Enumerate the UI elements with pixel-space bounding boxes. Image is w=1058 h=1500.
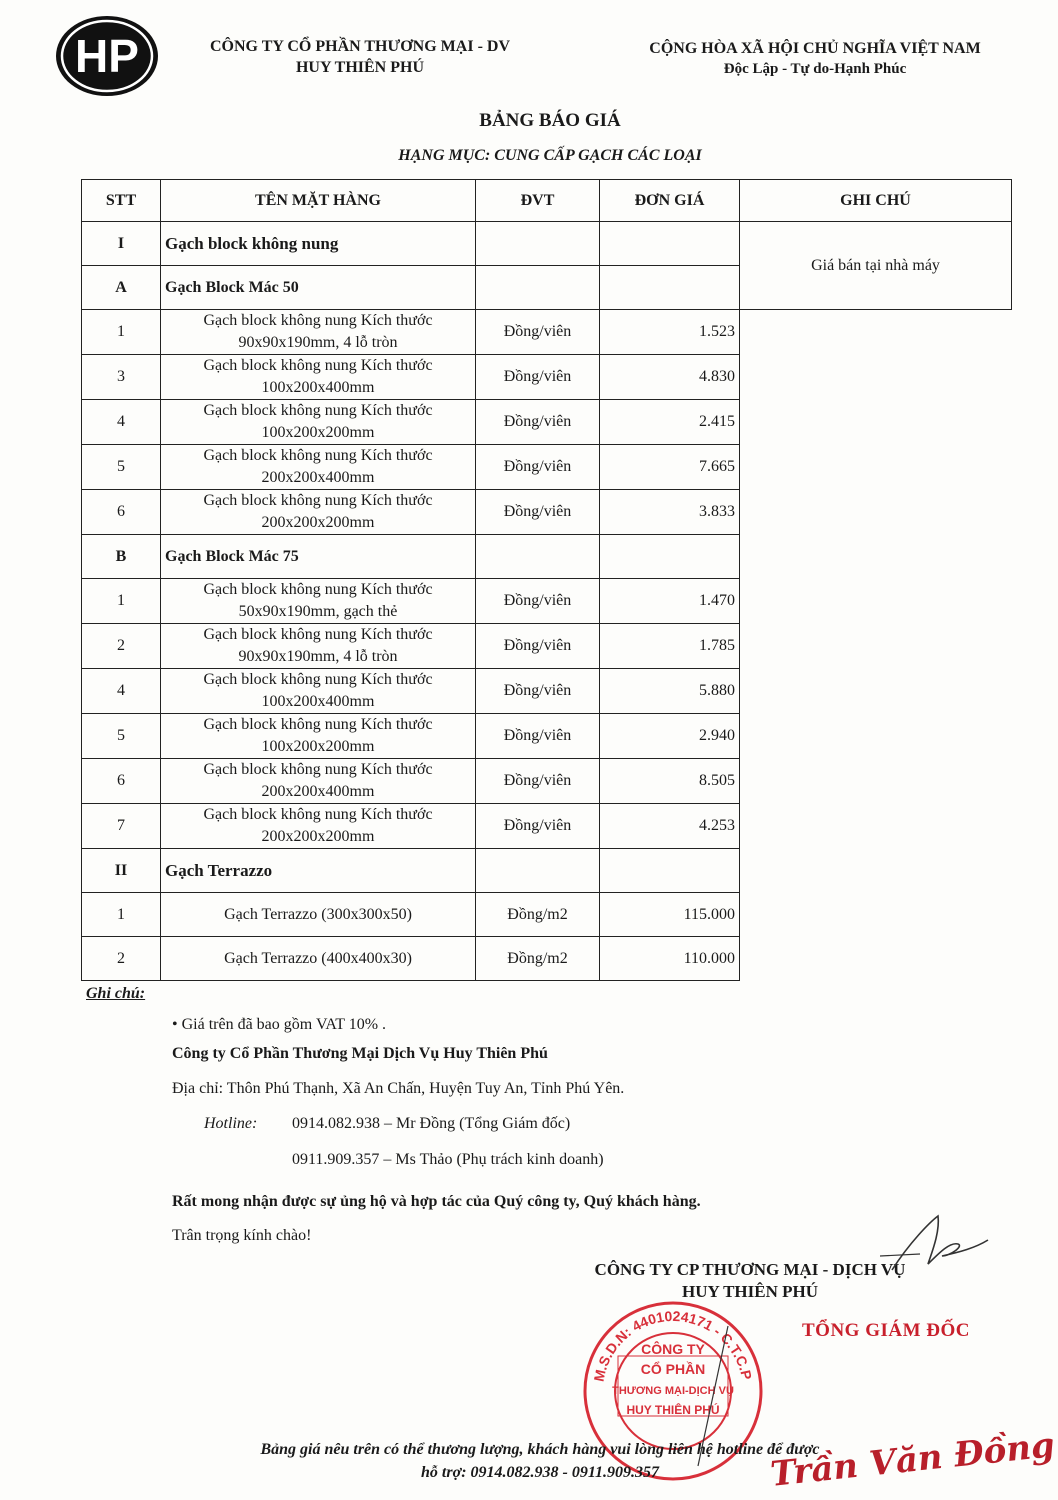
row-price: 7.665	[600, 445, 740, 490]
greeting-text: Trân trọng kính chào!	[172, 1227, 312, 1244]
company-name-line2: HUY THIÊN PHÚ	[295, 59, 424, 76]
row-stt: 1	[82, 893, 161, 937]
empty-cell	[600, 849, 740, 893]
item-name-line2: 100x200x400mm	[261, 379, 375, 396]
svg-text:HUY THIÊN PHÚ: HUY THIÊN PHÚ	[626, 1403, 720, 1417]
document-subtitle: HẠNG MỤC: CUNG CẤP GẠCH CÁC LOẠI	[398, 147, 702, 164]
row-stt: 6	[82, 759, 161, 804]
section-stt: I	[82, 222, 161, 266]
item-name-line1: Gạch block không nung Kích thước	[203, 357, 433, 374]
initial-signature	[880, 1212, 990, 1282]
row-price: 1.785	[600, 624, 740, 669]
company-address: Địa chỉ: Thôn Phú Thạnh, Xã An Chấn, Huyện Tuy An, Tỉnh Phú Yên.	[172, 1080, 625, 1097]
appeal-text: Rất mong nhận được sự ủng hộ và hợp tác của Quý công ty, Quý khách hàng.	[172, 1193, 701, 1210]
row-stt: 2	[82, 937, 161, 981]
row-item-name	[161, 804, 476, 849]
section-stt: II	[82, 849, 161, 893]
header-stt: STT	[82, 180, 161, 222]
table-row	[82, 714, 1012, 759]
row-unit: Đồng/viên	[476, 624, 600, 669]
row-stt: 5	[82, 445, 161, 490]
item-name-line2: 100x200x200mm	[261, 738, 375, 755]
director-title: TỔNG GIÁM ĐỐC	[802, 1320, 970, 1341]
svg-text:CỔ PHẦN: CỔ PHẦN	[640, 1361, 706, 1377]
stamp-outer-text: M.S.D.N: 4401024171 - C.T.C.P	[590, 1307, 756, 1383]
section-row	[82, 222, 1012, 266]
row-item-name	[161, 714, 476, 759]
item-name-line1: Gạch block không nung Kích thước	[203, 312, 433, 329]
row-unit: Đồng/viên	[476, 310, 600, 355]
item-name-line1: Gạch block không nung Kích thước	[203, 626, 433, 643]
row-stt: 7	[82, 804, 161, 849]
header-unit: ĐVT	[476, 180, 600, 222]
row-price: 115.000	[600, 893, 740, 937]
section-name: Gạch block không nung	[161, 222, 476, 266]
table-row	[82, 893, 1012, 937]
row-price: 3.833	[600, 490, 740, 535]
company-full-name: Công ty Cổ Phần Thương Mại Dịch Vụ Huy Thiên Phú	[172, 1045, 548, 1062]
row-item-name	[161, 445, 476, 490]
row-unit: Đồng/viên	[476, 355, 600, 400]
row-price: 4.830	[600, 355, 740, 400]
item-name-line1: Gạch block không nung Kích thước	[203, 671, 433, 688]
table-row	[82, 669, 1012, 714]
section-name: Gạch Terrazzo	[161, 849, 476, 893]
signature-company-line1: CÔNG TY CP THƯƠNG MẠI - DỊCH VỤ	[594, 1260, 906, 1279]
svg-text:CÔNG TY: CÔNG TY	[641, 1341, 705, 1357]
row-stt: 4	[82, 400, 161, 445]
empty-cell	[600, 266, 740, 310]
row-item-name	[161, 624, 476, 669]
footer-note	[130, 1438, 950, 1484]
header-note: GHI CHÚ	[740, 180, 1012, 222]
signer-name: Trần Văn Đồng	[768, 1425, 1057, 1495]
empty-cell	[476, 849, 600, 893]
hotline-label: Hotline:	[204, 1115, 258, 1132]
item-name-line2: 200x200x200mm	[261, 828, 375, 845]
company-header	[150, 36, 570, 78]
header-item-name: TÊN MẶT HÀNG	[161, 180, 476, 222]
logo-text: HP	[75, 30, 139, 82]
row-item-name	[161, 355, 476, 400]
item-name-line2: 50x90x190mm, gạch thẻ	[238, 603, 398, 620]
item-name-line2: 100x200x200mm	[261, 424, 375, 441]
table-row	[82, 490, 1012, 535]
row-item-name	[161, 669, 476, 714]
row-unit: Đồng/viên	[476, 579, 600, 624]
item-name-line2: 200x200x400mm	[261, 783, 375, 800]
nation-title: CỘNG HÒA XÃ HỘI CHỦ NGHĨA VIỆT NAM	[649, 40, 981, 57]
hotline-1: 0914.082.938 – Mr Đồng (Tổng Giám đốc)	[292, 1115, 571, 1132]
row-unit: Đồng/m2	[476, 937, 600, 981]
row-price: 110.000	[600, 937, 740, 981]
row-unit: Đồng/viên	[476, 804, 600, 849]
item-name-line1: Gạch block không nung Kích thước	[203, 447, 433, 464]
table-row	[82, 400, 1012, 445]
subsection-stt: A	[82, 266, 161, 310]
row-item-name	[161, 579, 476, 624]
item-name-line2: 90x90x190mm, 4 lỗ tròn	[238, 648, 398, 665]
footer-line2: hỗ trợ: 0914.082.938 - 0911.909.357	[421, 1464, 659, 1481]
empty-cell	[600, 222, 740, 266]
row-stt: 3	[82, 355, 161, 400]
vat-note: • Giá trên đã bao gồm VAT 10% .	[172, 1016, 387, 1033]
header-unit-price: ĐƠN GIÁ	[600, 180, 740, 222]
row-item-name	[161, 310, 476, 355]
table-row	[82, 804, 1012, 849]
row-price: 2.415	[600, 400, 740, 445]
subsection-row	[82, 535, 1012, 579]
row-stt: 2	[82, 624, 161, 669]
nation-motto: Độc Lập - Tự do-Hạnh Phúc	[723, 61, 907, 77]
footer-line1: Bảng giá nêu trên có thể thương lượng, khách hàng vui lòng liên hệ hotline để được	[260, 1441, 820, 1458]
item-name-line1: Gạch block không nung Kích thước	[203, 402, 433, 419]
row-price: 8.505	[600, 759, 740, 804]
row-stt: 4	[82, 669, 161, 714]
table-row	[82, 355, 1012, 400]
row-price: 1.523	[600, 310, 740, 355]
empty-cell	[600, 535, 740, 579]
row-item-name: Gạch Terrazzo (400x400x30)	[161, 937, 476, 981]
table-header-row	[82, 180, 1012, 222]
row-unit: Đồng/viên	[476, 445, 600, 490]
row-item-name: Gạch Terrazzo (300x300x50)	[161, 893, 476, 937]
item-name-line1: Gạch block không nung Kích thước	[203, 761, 433, 778]
price-table	[81, 179, 1012, 981]
national-header	[600, 38, 1030, 80]
row-item-name	[161, 490, 476, 535]
row-item-name	[161, 400, 476, 445]
row-unit: Đồng/m2	[476, 893, 600, 937]
row-stt: 1	[82, 310, 161, 355]
signature-company-line2: HUY THIÊN PHÚ	[681, 1282, 819, 1301]
row-unit: Đồng/viên	[476, 669, 600, 714]
company-logo	[54, 14, 160, 98]
subsection-name: Gạch Block Mác 50	[161, 266, 476, 310]
empty-cell	[476, 222, 600, 266]
row-stt: 6	[82, 490, 161, 535]
table-row	[82, 579, 1012, 624]
item-name-line1: Gạch block không nung Kích thước	[203, 716, 433, 733]
item-name-line2: 200x200x200mm	[261, 514, 375, 531]
row-unit: Đồng/viên	[476, 714, 600, 759]
item-name-line1: Gạch block không nung Kích thước	[203, 806, 433, 823]
note-cell: Giá bán tại nhà máy	[740, 222, 1012, 310]
notes-block	[86, 985, 986, 1003]
row-unit: Đồng/viên	[476, 759, 600, 804]
empty-cell	[476, 266, 600, 310]
row-price: 2.940	[600, 714, 740, 759]
item-name-line2: 100x200x400mm	[261, 693, 375, 710]
row-item-name	[161, 759, 476, 804]
svg-text:THƯƠNG MẠI-DỊCH VỤ: THƯƠNG MẠI-DỊCH VỤ	[612, 1385, 734, 1397]
company-name-line1: CÔNG TY CỔ PHẦN THƯƠNG MẠI - DV	[210, 38, 510, 55]
row-price: 4.253	[600, 804, 740, 849]
table-row	[82, 759, 1012, 804]
row-unit: Đồng/viên	[476, 400, 600, 445]
item-name-line2: 90x90x190mm, 4 lỗ tròn	[238, 334, 398, 351]
item-name-line1: Gạch block không nung Kích thước	[203, 492, 433, 509]
notes-label: Ghi chú:	[86, 985, 146, 1002]
table-row	[82, 310, 1012, 355]
document-title: BẢNG BÁO GIÁ	[479, 110, 621, 131]
row-stt: 1	[82, 579, 161, 624]
empty-cell	[476, 535, 600, 579]
table-row	[82, 937, 1012, 981]
table-row	[82, 624, 1012, 669]
hotline-2: 0911.909.357 – Ms Thảo (Phụ trách kinh doanh)	[292, 1151, 604, 1168]
item-name-line1: Gạch block không nung Kích thước	[203, 581, 433, 598]
row-unit: Đồng/viên	[476, 490, 600, 535]
section-row	[82, 849, 1012, 893]
table-row	[82, 445, 1012, 490]
subsection-name: Gạch Block Mác 75	[161, 535, 476, 579]
row-price: 5.880	[600, 669, 740, 714]
row-price: 1.470	[600, 579, 740, 624]
item-name-line2: 200x200x400mm	[261, 469, 375, 486]
subsection-stt: B	[82, 535, 161, 579]
row-stt: 5	[82, 714, 161, 759]
